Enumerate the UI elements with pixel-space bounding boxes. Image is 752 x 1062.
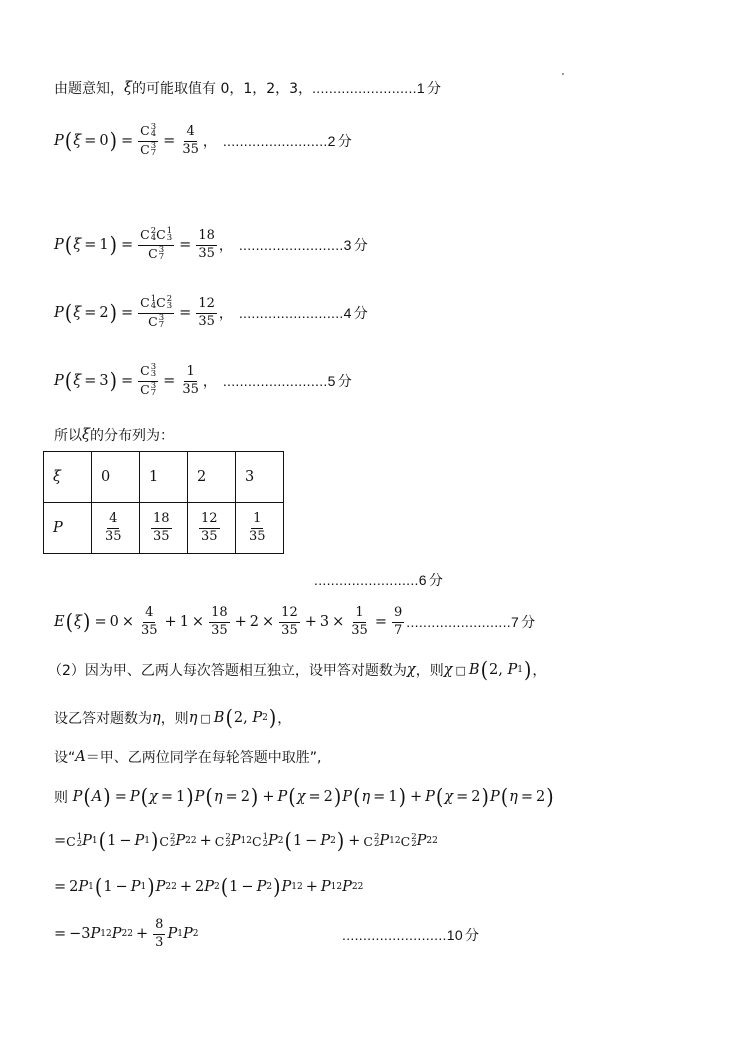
combination-fraction: C 3 3 C 3 7: [140, 362, 157, 399]
prob-xi-3: P ( ξ = 3 ) = C 3 3 C 3 7 = $\frac{1}{35}$ ， .........................5 分: [54, 362, 353, 399]
table-row: P $\frac{4}{35}$ $\frac{18}{35}$ $\frac{12}{35}$ $\frac{1}{35}$: [44, 503, 284, 554]
stray-dot: [562, 73, 564, 75]
result-fraction: $\frac{12}{35}$: [198, 296, 215, 329]
eta-definition: 设乙答对题数为 η ，则 η □ B ( 2, P 2 ) ，: [54, 705, 292, 731]
score-marker-3: .........................3 分: [238, 237, 369, 255]
prob-a-final: = −3 P 1 2 P 2 2 + $\frac{8}{3}$ P 1 P 2: [54, 917, 199, 950]
score-marker-4: .........................4 分: [238, 305, 369, 323]
table-row: ξ 0 1 2 3: [44, 452, 284, 503]
part2-intro: （2）因为甲、乙两人每次答题相互独立，设甲答对题数为 χ ，则 χ □ B ( 2, P 1 ) ，: [48, 657, 547, 683]
prob-xi-1: P ( ξ = 1 ) = C 2 4 C 1 3 C 3 7 = $\frac{18}{35}$ ， .........................3 分: [54, 226, 369, 263]
result-fraction: $\frac{18}{35}$: [198, 228, 215, 261]
score-marker-5: .........................5 分: [222, 373, 353, 391]
event-definition: 设“ A ＝甲、乙两位同学在每轮答题中取胜”,: [54, 749, 322, 766]
distribution-intro: 所以 ξ 的分布列为：: [54, 427, 174, 444]
combination-fraction: C 3 4 C 3 7: [140, 122, 157, 159]
result-fraction: $\frac{4}{35}$: [182, 124, 199, 157]
prob-a-expanded: = C 1 2 P 1 ( 1 − P 1 ) C 2 2 P 2 2 + C 2 2 P 1 2 C 1 2 P 2 ( 1 − P 2 ) + C 2 2 P 1 2 C 2 2 P 2 2: [54, 828, 438, 854]
line-possible-values: 由题意知， ξ 的可能取值有 0，1，2，3， .........................1 分: [54, 80, 442, 97]
prob-xi-0: P ( ξ = 0 ) = C 3 4 C 3 7 = $\frac{4}{35}$ ， .........................2 分: [54, 122, 353, 159]
score-marker-7: .........................7 分: [406, 614, 536, 632]
score-marker-6: .........................6 分: [314, 572, 444, 589]
prob-a-formula: 则 P ( A ) = P ( χ = 1 ) P ( η = 2 ) + P ( χ = 2 ) P ( η = 1 ) + P ( χ = 2 ) P ( η = 2 ): [54, 784, 554, 810]
combination-fraction: C 1 4 C 2 3 C 3 7: [140, 294, 173, 331]
score-marker-2: .........................2 分: [222, 133, 353, 151]
distribution-table: [43, 451, 284, 554]
score-marker-10: .........................10 分: [342, 927, 480, 944]
prob-a-simplified: = 2 P 1 ( 1 − P 1 ) P 2 2 + 2 P 2 ( 1 − P 2 ) P 1 2 + P 1 2 P 2 2: [54, 874, 364, 900]
result-fraction: $\frac{1}{35}$: [182, 364, 199, 397]
score-marker-1: .........................1 分: [312, 80, 442, 97]
expectation-result: $\frac{9}{7}$: [393, 605, 403, 638]
prob-xi-2: P ( ξ = 2 ) = C 1 4 C 2 3 C 3 7 = $\frac{12}{35}$ ， .........................4 分: [54, 294, 369, 331]
combination-fraction: C 2 4 C 1 3 C 3 7: [140, 226, 173, 263]
expectation-line: E ( ξ ) = 0 × $\frac{4}{35}$ + 1 × $\frac{18}{35}$ + 2 × $\frac{12}{35}$ + 3 × $\frac{1}{35}$ = $\frac{9}{7}$ .........................7 分: [54, 605, 536, 638]
